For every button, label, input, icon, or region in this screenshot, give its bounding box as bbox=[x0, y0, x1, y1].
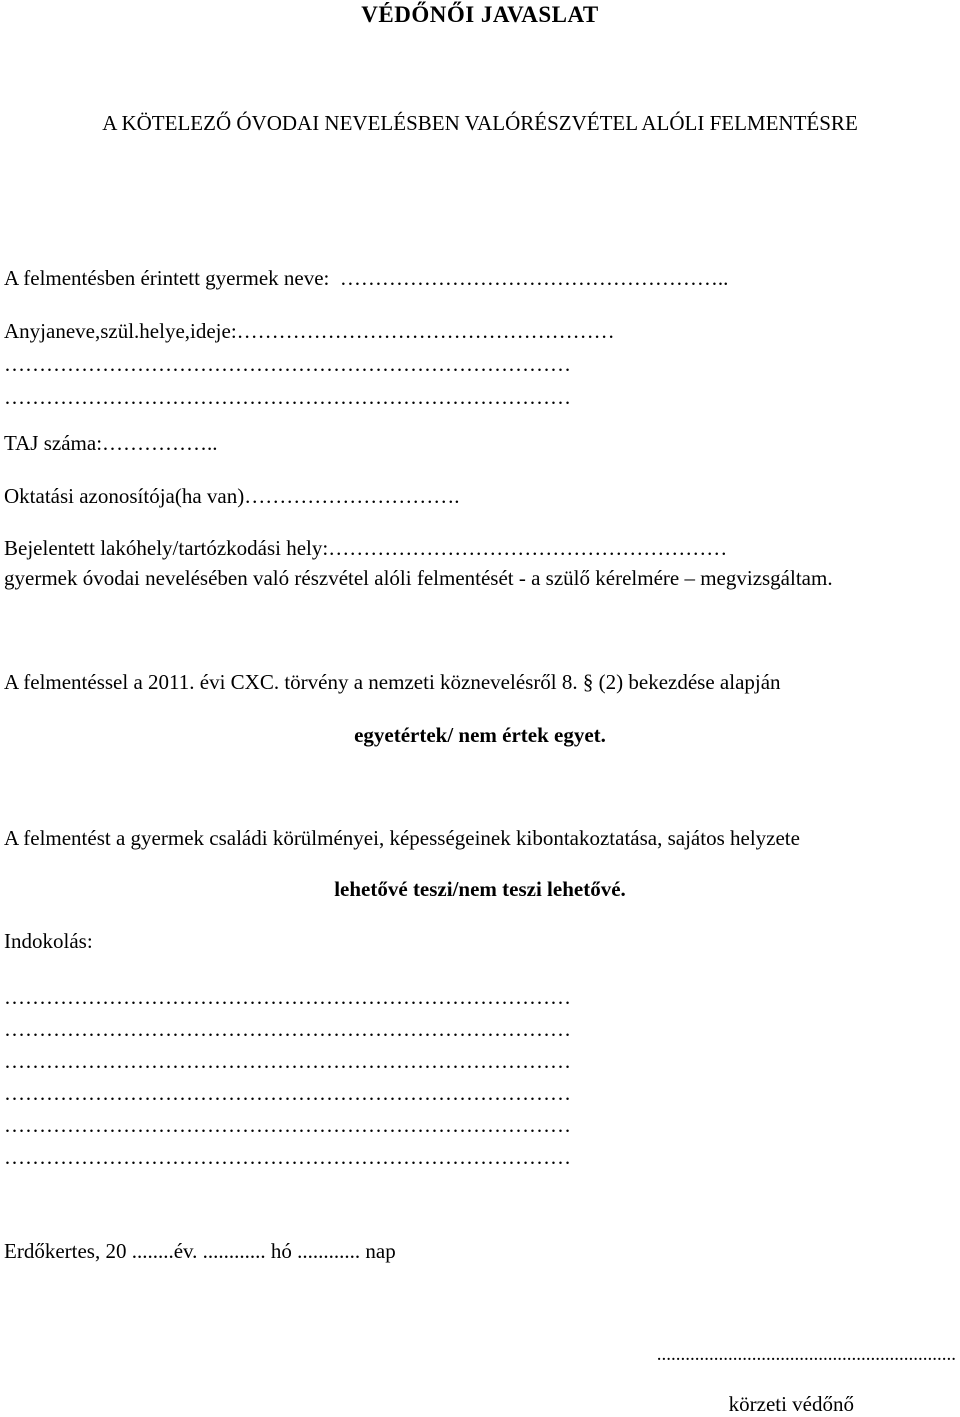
mother-field[interactable]: ……………………………………………… bbox=[236, 319, 615, 343]
taj-label: TAJ száma: bbox=[4, 431, 103, 455]
signature-line[interactable]: ............................................................... bbox=[656, 1344, 956, 1365]
reason-line-6[interactable]: ……………………………………………………………………… bbox=[4, 1145, 571, 1169]
document-title: VÉDŐNŐI JAVASLAT bbox=[361, 2, 599, 27]
reason-line-4[interactable]: ……………………………………………………………………… bbox=[4, 1081, 571, 1105]
edu-id-row bbox=[4, 483, 460, 509]
edu-id-label: Oktatási azonosítója(ha van) bbox=[4, 484, 245, 508]
edu-id-field[interactable]: …………………………. bbox=[244, 484, 460, 508]
mother-row bbox=[4, 318, 615, 344]
child-name-field[interactable]: ……………………………………………….. bbox=[329, 266, 729, 290]
taj-field[interactable]: …………….. bbox=[102, 431, 218, 455]
address-label: Bejelentett lakóhely/tartózkodási hely: bbox=[4, 536, 329, 560]
mother-field-line-2[interactable]: ……………………………………………………………………… bbox=[4, 352, 571, 376]
reason-line-3[interactable]: ……………………………………………………………………… bbox=[4, 1049, 571, 1073]
enable-choice: lehetővé teszi/nem teszi lehetővé. bbox=[334, 877, 626, 901]
exam-sentence: gyermek óvodai nevelésében való részvétel alóli felmentését - a szülő kérelmére – megvizsgáltam. bbox=[4, 566, 833, 590]
taj-row bbox=[4, 430, 218, 456]
reason-line-2[interactable]: ……………………………………………………………………… bbox=[4, 1017, 571, 1041]
child-name-label: A felmentésben érintett gyermek neve: bbox=[4, 266, 330, 290]
document-subtitle: A KÖTELEZŐ ÓVODAI NEVELÉSBEN VALÓRÉSZVÉTEL ALÓLI FELMENTÉSRE bbox=[102, 111, 858, 135]
address-row bbox=[4, 535, 727, 561]
address-field[interactable]: ………………………………………………… bbox=[328, 536, 728, 560]
law-sentence: A felmentéssel a 2011. évi CXC. törvény a nemzeti köznevelésről 8. § (2) bekezdése alapján bbox=[4, 670, 781, 694]
mother-field-line-3[interactable]: ……………………………………………………………………… bbox=[4, 385, 571, 409]
child-name-row bbox=[4, 265, 728, 291]
mother-label: Anyjaneve,szül.helye,ideje: bbox=[4, 319, 237, 343]
circumstances-sentence: A felmentést a gyermek családi körülményei, képességeinek kibontakoztatása, sajátos helyzete bbox=[4, 826, 800, 850]
signature-label: körzeti védőnő bbox=[728, 1392, 854, 1416]
place-date[interactable]: Erdőkertes, 20 ........év. ............ hó ............ nap bbox=[4, 1239, 396, 1263]
reason-label: Indokolás: bbox=[4, 929, 93, 953]
reason-line-1[interactable]: ……………………………………………………………………… bbox=[4, 985, 571, 1009]
reason-line-5[interactable]: ……………………………………………………………………… bbox=[4, 1113, 571, 1137]
agree-choice: egyetértek/ nem értek egyet. bbox=[354, 723, 606, 747]
